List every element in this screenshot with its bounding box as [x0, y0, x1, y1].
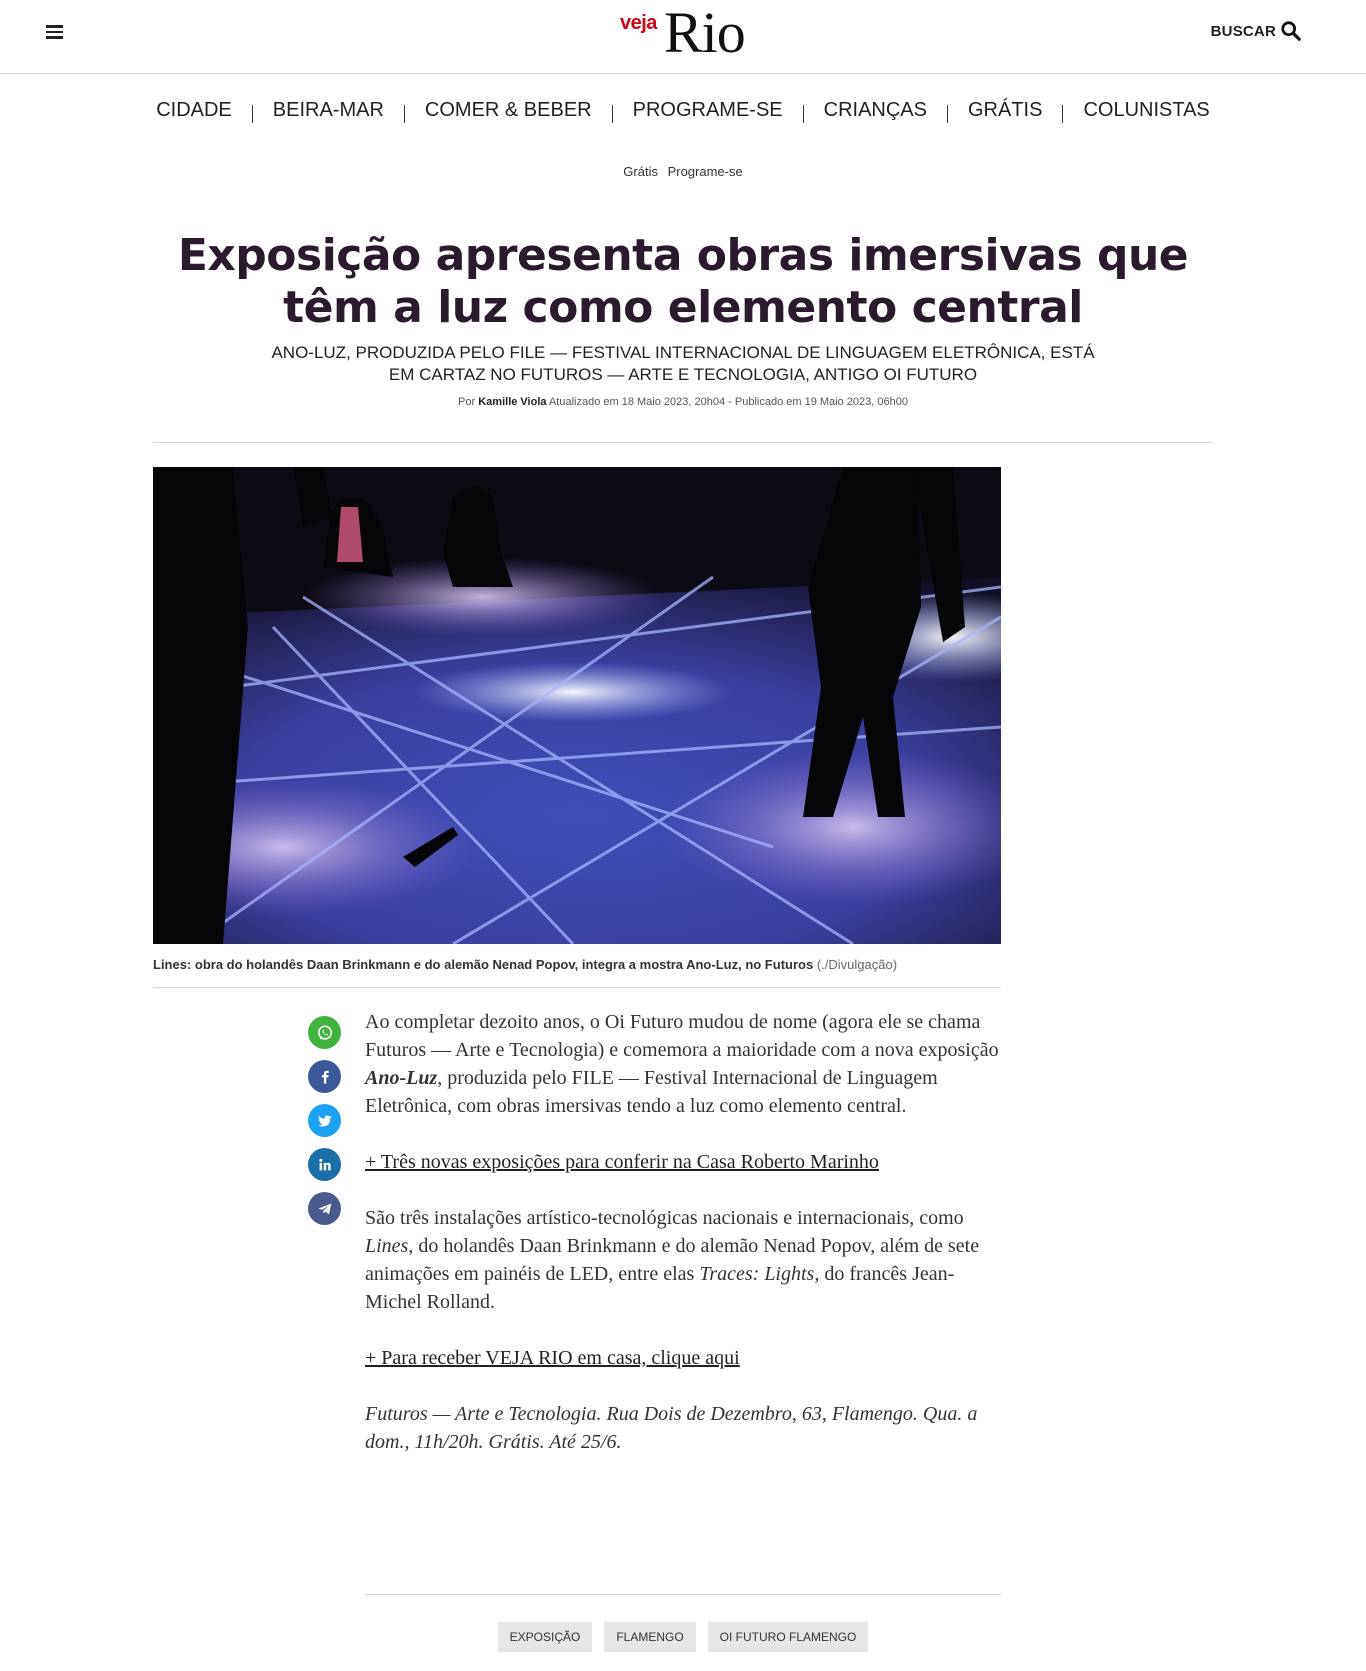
nav-item-programe-se[interactable]: PROGRAME-SE [632, 98, 783, 121]
article-paragraph [365, 1204, 1005, 1316]
text-run-emphasis: Traces: Lights [699, 1263, 815, 1285]
byline-author[interactable]: Kamille Viola [478, 396, 547, 408]
nav-item-colunistas[interactable]: COLUNISTAS [1083, 98, 1210, 121]
search-label: BUSCAR [1210, 22, 1276, 40]
article-paragraph [365, 1344, 1005, 1372]
article-byline [0, 396, 1366, 408]
share-twitter-button[interactable] [308, 1104, 341, 1137]
text-run: , produzida pelo FILE — Festival Internacional de Linguagem Eletrônica, com obras imersivas tendo a luz como elemento central. [365, 1067, 938, 1117]
article-photo [153, 467, 1001, 944]
photo-illustration [153, 467, 1001, 944]
share-facebook-button[interactable] [308, 1060, 341, 1093]
article-body [365, 1008, 1005, 1484]
facebook-icon [315, 1067, 335, 1087]
site-logo[interactable] [620, 0, 750, 65]
share-whatsapp-button[interactable] [308, 1016, 341, 1049]
logo-rio-text: Rio [664, 0, 745, 65]
article-paragraph [365, 1148, 1005, 1176]
share-telegram-button[interactable] [308, 1192, 341, 1225]
text-run-emphasis: Lines [365, 1235, 409, 1257]
search-button[interactable] [1211, 20, 1302, 42]
breadcrumb-item-gratis[interactable]: Grátis [623, 164, 658, 179]
whatsapp-icon [315, 1023, 335, 1043]
subscribe-link[interactable]: + Para receber VEJA RIO em casa, clique aqui [365, 1347, 740, 1369]
tag-oi-futuro-flamengo[interactable]: OI FUTURO FLAMENGO [708, 1622, 869, 1652]
related-link-casa-roberto-marinho[interactable]: + Três novas exposições para conferir na Casa Roberto Marinho [365, 1151, 879, 1173]
share-bar [308, 1016, 342, 1236]
linkedin-icon [315, 1155, 335, 1175]
tag-list [0, 1622, 1366, 1652]
logo-veja-text: veja [620, 12, 657, 34]
share-linkedin-button[interactable] [308, 1148, 341, 1181]
top-bar [0, 0, 1366, 74]
main-nav [0, 90, 1366, 130]
tag-exposicao[interactable]: EXPOSIÇÃO [498, 1622, 593, 1652]
event-info: Futuros — Arte e Tecnologia. Rua Dois de Dezembro, 63, Flamengo. Qua. a dom., 11h/20h. Grátis. Até 25/6. [365, 1403, 978, 1453]
nav-item-comer-beber[interactable]: COMER & BEBER [424, 98, 592, 121]
article-title: Exposição apresenta obras imersivas que têm a luz como elemento central [177, 230, 1189, 333]
divider [153, 987, 1001, 988]
twitter-icon [315, 1111, 335, 1131]
text-run: Ao completar dezoito anos, o Oi Futuro mudou de nome (agora ele se chama Futuros — Arte e Tecnologia) e comemora a maioridade com a nova exposição [365, 1011, 999, 1061]
byline-prefix: Por [458, 396, 476, 408]
telegram-icon [315, 1199, 335, 1219]
divider [153, 442, 1213, 443]
byline-dates: Atualizado em 18 Maio 2023, 20h04 - Publicado em 19 Maio 2023, 06h00 [548, 396, 908, 408]
nav-item-criancas[interactable]: CRIANÇAS [823, 98, 927, 121]
divider [365, 1594, 1001, 1595]
text-run: São três instalações artístico-tecnológicas nacionais e internacionais, como [365, 1207, 964, 1229]
nav-item-gratis[interactable]: GRÁTIS [968, 98, 1043, 121]
text-run-emphasis: Ano-Luz [365, 1067, 438, 1089]
article-subtitle: ANO-LUZ, PRODUZIDA PELO FILE — FESTIVAL INTERNACIONAL DE LINGUAGEM ELETRÔNICA, ESTÁ EM CARTAZ NO FUTUROS — ARTE E TECNOLOGIA, ANTIGO OI FUTURO [271, 343, 1095, 384]
photo-caption [153, 957, 1001, 972]
hamburger-menu-icon[interactable] [46, 25, 63, 39]
nav-item-cidade[interactable]: CIDADE [156, 98, 232, 121]
search-icon [1280, 20, 1302, 42]
breadcrumb-item-programe-se[interactable]: Programe-se [667, 164, 743, 179]
caption-text: Lines: obra do holandês Daan Brinkmann e do alemão Nenad Popov, integra a mostra Ano-Luz, no Futuros [153, 957, 814, 972]
text-run: , do holandês Daan Brinkmann e do alemão Nenad Popov, além de sete animações em painéis de LED, entre elas [365, 1235, 980, 1285]
tag-flamengo[interactable]: FLAMENGO [604, 1622, 695, 1652]
nav-item-beira-mar[interactable]: BEIRA-MAR [272, 98, 384, 121]
caption-credit: (./Divulgação) [816, 957, 898, 972]
article-paragraph [365, 1008, 1005, 1120]
breadcrumb [0, 164, 1366, 179]
text-run: , do francês Jean-Michel Rolland. [365, 1263, 955, 1313]
